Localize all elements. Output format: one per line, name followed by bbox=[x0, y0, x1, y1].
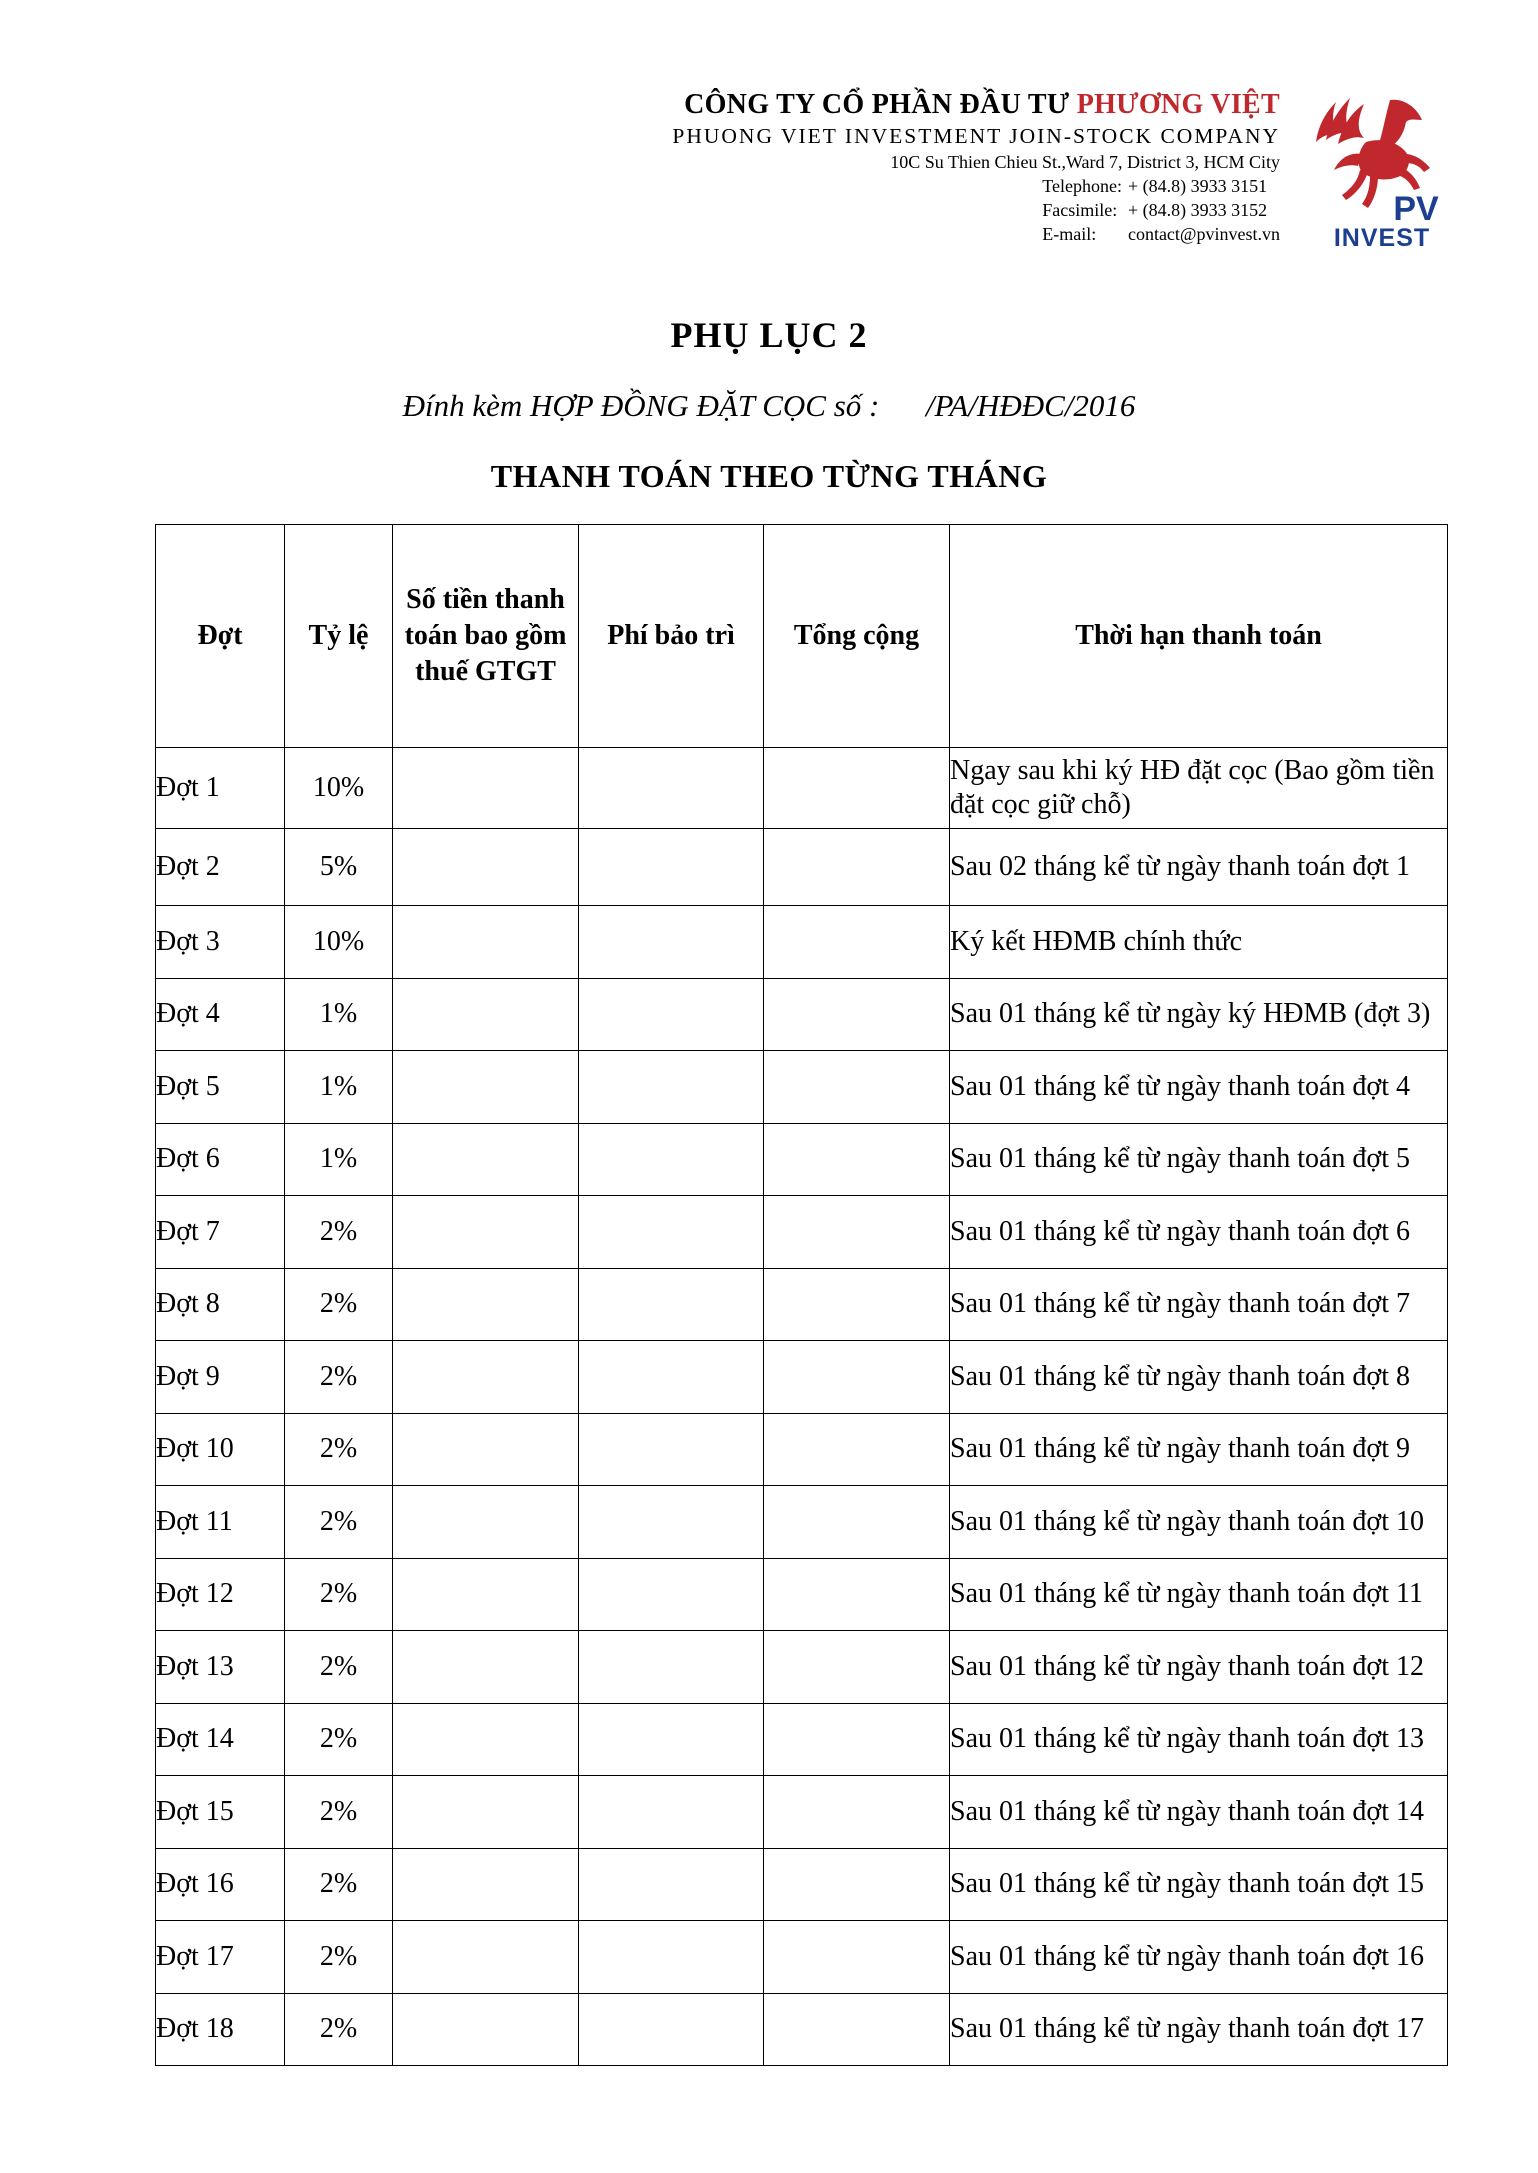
cell-total bbox=[764, 1196, 950, 1269]
table-row bbox=[156, 1993, 1448, 2066]
table-row bbox=[156, 1051, 1448, 1124]
header-rate: Tỷ lệ bbox=[285, 525, 393, 748]
table-row bbox=[156, 906, 1448, 979]
cell-amount bbox=[393, 1486, 579, 1559]
cell-maintenance bbox=[579, 1486, 764, 1559]
cell-rate: 1% bbox=[285, 1123, 393, 1196]
cell-dot: Đợt 11 bbox=[156, 1486, 285, 1559]
email-label: E-mail: bbox=[1042, 224, 1097, 244]
cell-rate: 2% bbox=[285, 1776, 393, 1849]
cell-maintenance bbox=[579, 1341, 764, 1414]
table-row bbox=[156, 1486, 1448, 1559]
cell-rate: 1% bbox=[285, 978, 393, 1051]
cell-dot: Đợt 14 bbox=[156, 1703, 285, 1776]
cell-maintenance bbox=[579, 1776, 764, 1849]
cell-maintenance bbox=[579, 1268, 764, 1341]
cell-term: Sau 01 tháng kể từ ngày thanh toán đợt 4 bbox=[950, 1051, 1448, 1124]
table-row bbox=[156, 829, 1448, 906]
cell-dot: Đợt 18 bbox=[156, 1993, 285, 2066]
cell-rate: 2% bbox=[285, 1921, 393, 1994]
cell-dot: Đợt 5 bbox=[156, 1051, 285, 1124]
cell-amount bbox=[393, 1558, 579, 1631]
cell-amount bbox=[393, 1341, 579, 1414]
cell-maintenance bbox=[579, 1848, 764, 1921]
company-name-en: PHUONG VIET INVESTMENT JOIN-STOCK COMPANY bbox=[672, 124, 1280, 148]
table-row bbox=[156, 1413, 1448, 1486]
cell-amount bbox=[393, 1268, 579, 1341]
cell-dot: Đợt 12 bbox=[156, 1558, 285, 1631]
cell-total bbox=[764, 1993, 950, 2066]
company-address: 10C Su Thien Chieu St.,Ward 7, District 3, HCM City bbox=[890, 152, 1280, 172]
header-dot: Đợt bbox=[156, 525, 285, 748]
cell-total bbox=[764, 1703, 950, 1776]
cell-dot: Đợt 9 bbox=[156, 1341, 285, 1414]
cell-amount bbox=[393, 748, 579, 829]
table-row bbox=[156, 748, 1448, 829]
cell-total bbox=[764, 1123, 950, 1196]
header-total: Tổng cộng bbox=[764, 525, 950, 748]
cell-dot: Đợt 13 bbox=[156, 1631, 285, 1704]
cell-term: Sau 01 tháng kể từ ngày thanh toán đợt 5 bbox=[950, 1123, 1448, 1196]
table-header-row bbox=[156, 525, 1448, 748]
cell-rate: 10% bbox=[285, 748, 393, 829]
cell-total bbox=[764, 1413, 950, 1486]
cell-term: Sau 01 tháng kể từ ngày thanh toán đợt 7 bbox=[950, 1268, 1448, 1341]
cell-rate: 2% bbox=[285, 1558, 393, 1631]
cell-total bbox=[764, 1776, 950, 1849]
cell-term: Sau 01 tháng kể từ ngày ký HĐMB (đợt 3) bbox=[950, 978, 1448, 1051]
cell-term: Sau 01 tháng kể từ ngày thanh toán đợt 13 bbox=[950, 1703, 1448, 1776]
cell-maintenance bbox=[579, 748, 764, 829]
cell-rate: 1% bbox=[285, 1051, 393, 1124]
cell-dot: Đợt 7 bbox=[156, 1196, 285, 1269]
logo-text-invest: INVEST bbox=[1333, 224, 1431, 252]
cell-rate: 2% bbox=[285, 1703, 393, 1776]
cell-rate: 2% bbox=[285, 1413, 393, 1486]
cell-maintenance bbox=[579, 1051, 764, 1124]
email-value: contact@pvinvest.vn bbox=[1127, 224, 1280, 244]
cell-term: Ký kết HĐMB chính thức bbox=[950, 906, 1448, 979]
table-row bbox=[156, 1268, 1448, 1341]
cell-dot: Đợt 4 bbox=[156, 978, 285, 1051]
cell-total bbox=[764, 1921, 950, 1994]
cell-dot: Đợt 3 bbox=[156, 906, 285, 979]
cell-maintenance bbox=[579, 1921, 764, 1994]
cell-dot: Đợt 17 bbox=[156, 1921, 285, 1994]
table-row bbox=[156, 1196, 1448, 1269]
cell-rate: 2% bbox=[285, 1196, 393, 1269]
table-row bbox=[156, 1703, 1448, 1776]
cell-amount bbox=[393, 1123, 579, 1196]
cell-maintenance bbox=[579, 1703, 764, 1776]
cell-rate: 2% bbox=[285, 1848, 393, 1921]
page-subtitle: THANH TOÁN THEO TỪNG THÁNG bbox=[490, 458, 1048, 494]
cell-total bbox=[764, 1558, 950, 1631]
header-term: Thời hạn thanh toán bbox=[950, 525, 1448, 748]
fax-label: Facsimile: bbox=[1042, 200, 1118, 220]
cell-total bbox=[764, 1268, 950, 1341]
cell-total bbox=[764, 1051, 950, 1124]
cell-dot: Đợt 1 bbox=[156, 748, 285, 829]
cell-amount bbox=[393, 1993, 579, 2066]
cell-rate: 2% bbox=[285, 1268, 393, 1341]
cell-rate: 2% bbox=[285, 1486, 393, 1559]
cell-rate: 2% bbox=[285, 1631, 393, 1704]
cell-maintenance bbox=[579, 1196, 764, 1269]
table-row bbox=[156, 1123, 1448, 1196]
cell-total bbox=[764, 1341, 950, 1414]
cell-maintenance bbox=[579, 1413, 764, 1486]
cell-term: Sau 01 tháng kể từ ngày thanh toán đợt 12 bbox=[950, 1631, 1448, 1704]
table-row bbox=[156, 1558, 1448, 1631]
cell-term: Sau 01 tháng kể từ ngày thanh toán đợt 16 bbox=[950, 1921, 1448, 1994]
cell-rate: 10% bbox=[285, 906, 393, 979]
cell-maintenance bbox=[579, 829, 764, 906]
table-row bbox=[156, 978, 1448, 1051]
cell-amount bbox=[393, 1196, 579, 1269]
company-logo bbox=[1312, 92, 1452, 252]
cell-term: Sau 01 tháng kể từ ngày thanh toán đợt 10 bbox=[950, 1486, 1448, 1559]
cell-term: Sau 02 tháng kể từ ngày thanh toán đợt 1 bbox=[950, 829, 1448, 906]
cell-dot: Đợt 2 bbox=[156, 829, 285, 906]
company-brand-name: PHƯƠNG VIỆT bbox=[1076, 89, 1280, 120]
cell-amount bbox=[393, 1413, 579, 1486]
cell-rate: 5% bbox=[285, 829, 393, 906]
telephone-value: + (84.8) 3933 3151 bbox=[1127, 176, 1268, 196]
cell-dot: Đợt 15 bbox=[156, 1776, 285, 1849]
cell-term: Ngay sau khi ký HĐ đặt cọc (Bao gồm tiền đặt cọc giữ chỗ) bbox=[950, 748, 1448, 829]
table-row bbox=[156, 1776, 1448, 1849]
table-row bbox=[156, 1848, 1448, 1921]
cell-amount bbox=[393, 1776, 579, 1849]
company-name-prefix: CÔNG TY CỔ PHẦN ĐẦU TƯ bbox=[684, 89, 1077, 120]
table-row bbox=[156, 1341, 1448, 1414]
company-name-vn bbox=[560, 88, 1280, 122]
cell-maintenance bbox=[579, 1558, 764, 1631]
pegasus-icon bbox=[1312, 92, 1452, 252]
table-row bbox=[156, 1631, 1448, 1704]
cell-amount bbox=[393, 1921, 579, 1994]
cell-total bbox=[764, 978, 950, 1051]
cell-dot: Đợt 6 bbox=[156, 1123, 285, 1196]
cell-term: Sau 01 tháng kể từ ngày thanh toán đợt 9 bbox=[950, 1413, 1448, 1486]
fax-value: + (84.8) 3933 3152 bbox=[1127, 200, 1268, 220]
header-maintenance: Phí bảo trì bbox=[579, 525, 764, 748]
cell-total bbox=[764, 1631, 950, 1704]
cell-term: Sau 01 tháng kể từ ngày thanh toán đợt 14 bbox=[950, 1776, 1448, 1849]
cell-term: Sau 01 tháng kể từ ngày thanh toán đợt 17 bbox=[950, 1993, 1448, 2066]
telephone-label: Telephone: bbox=[1042, 176, 1122, 196]
payment-schedule-table bbox=[155, 524, 1448, 2066]
cell-term: Sau 01 tháng kể từ ngày thanh toán đợt 15 bbox=[950, 1848, 1448, 1921]
cell-amount bbox=[393, 906, 579, 979]
cell-maintenance bbox=[579, 1123, 764, 1196]
cell-total bbox=[764, 829, 950, 906]
cell-total bbox=[764, 1848, 950, 1921]
cell-term: Sau 01 tháng kể từ ngày thanh toán đợt 8 bbox=[950, 1341, 1448, 1414]
logo-text-pv: PV bbox=[1393, 190, 1439, 228]
header-amount: Số tiền thanh toán bao gồm thuế GTGT bbox=[393, 525, 579, 748]
cell-maintenance bbox=[579, 1631, 764, 1704]
cell-total bbox=[764, 906, 950, 979]
table-row bbox=[156, 1921, 1448, 1994]
cell-rate: 2% bbox=[285, 1341, 393, 1414]
cell-amount bbox=[393, 829, 579, 906]
cell-term: Sau 01 tháng kể từ ngày thanh toán đợt 6 bbox=[950, 1196, 1448, 1269]
page-title: PHỤ LỤC 2 bbox=[670, 315, 868, 355]
cell-term: Sau 01 tháng kể từ ngày thanh toán đợt 11 bbox=[950, 1558, 1448, 1631]
cell-amount bbox=[393, 1703, 579, 1776]
cell-total bbox=[764, 1486, 950, 1559]
cell-dot: Đợt 16 bbox=[156, 1848, 285, 1921]
cell-maintenance bbox=[579, 906, 764, 979]
cell-dot: Đợt 8 bbox=[156, 1268, 285, 1341]
letterhead bbox=[560, 88, 1280, 246]
cell-rate: 2% bbox=[285, 1993, 393, 2066]
cell-amount bbox=[393, 1848, 579, 1921]
cell-amount bbox=[393, 1631, 579, 1704]
cell-maintenance bbox=[579, 1993, 764, 2066]
cell-amount bbox=[393, 978, 579, 1051]
cell-total bbox=[764, 748, 950, 829]
contact-block bbox=[1042, 174, 1280, 246]
cell-dot: Đợt 10 bbox=[156, 1413, 285, 1486]
attachment-reference: Đính kèm HỢP ĐỒNG ĐẶT CỌC số : /PA/HĐĐC/2016 bbox=[402, 388, 1136, 423]
cell-amount bbox=[393, 1051, 579, 1124]
cell-maintenance bbox=[579, 978, 764, 1051]
